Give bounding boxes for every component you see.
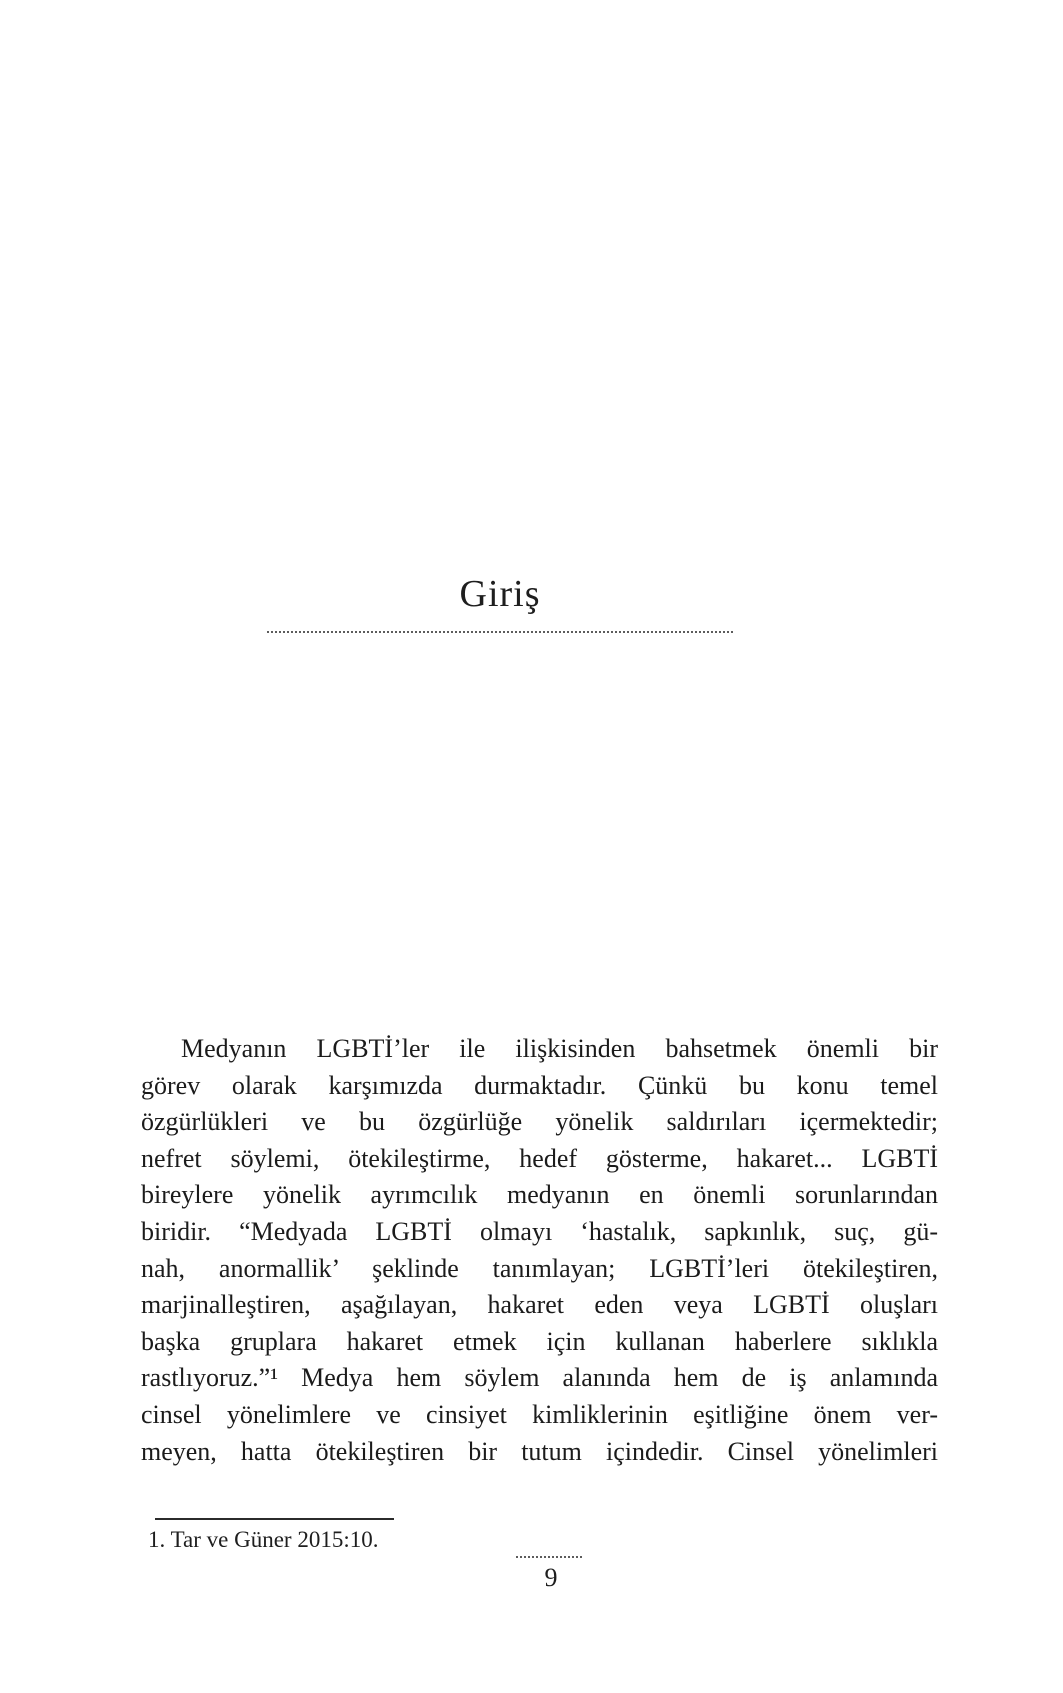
body-line: cinsel yönelimlere ve cinsiyet kimliklerinin eşitliğine önem ver- xyxy=(141,1399,938,1429)
body-line: bireylere yönelik ayrımcılık medyanın en önemli sorunlarından xyxy=(141,1180,938,1210)
chapter-title: Giriş xyxy=(459,573,541,615)
body-paragraph xyxy=(141,1031,938,1470)
page-number: 9 xyxy=(544,1563,558,1592)
body-line: biridir. “Medyada LGBTİ olmayı ‘hastalık, sapkınlık, suç, gü- xyxy=(141,1216,938,1246)
body-line: marjinalleştiren, aşağılayan, hakaret eden veya LGBTİ oluşları xyxy=(141,1290,938,1320)
body-line: meyen, hatta ötekileştiren bir tutum içindedir. Cinsel yönelimleri xyxy=(141,1436,938,1466)
body-line: rastlıyoruz.”¹ Medya hem söylem alanında hem de iş anlamında xyxy=(141,1363,938,1393)
title-divider-dotted-rule xyxy=(267,631,733,633)
body-line: nah, anormallik’ şeklinde tanımlayan; LGBTİ’leri ötekileştiren, xyxy=(141,1253,938,1283)
body-line: Medyanın LGBTİ’ler ile ilişkisinden bahsetmek önemli bir xyxy=(181,1034,938,1063)
body-line: görev olarak karşımızda durmaktadır. Çünkü bu konu temel xyxy=(141,1070,938,1100)
body-line: özgürlükleri ve bu özgürlüğe yönelik saldırıları içermektedir; xyxy=(141,1107,938,1137)
body-line: nefret söylemi, ötekileştirme, hedef gösterme, hakaret... LGBTİ xyxy=(141,1143,938,1173)
footnote-text: 1. Tar ve Güner 2015:10. xyxy=(148,1527,379,1552)
body-line: başka gruplara hakaret etmek için kullanan haberlere sıklıkla xyxy=(141,1326,938,1356)
page-number-dotted-rule xyxy=(516,1556,582,1558)
footnote-separator-rule xyxy=(155,1518,394,1520)
